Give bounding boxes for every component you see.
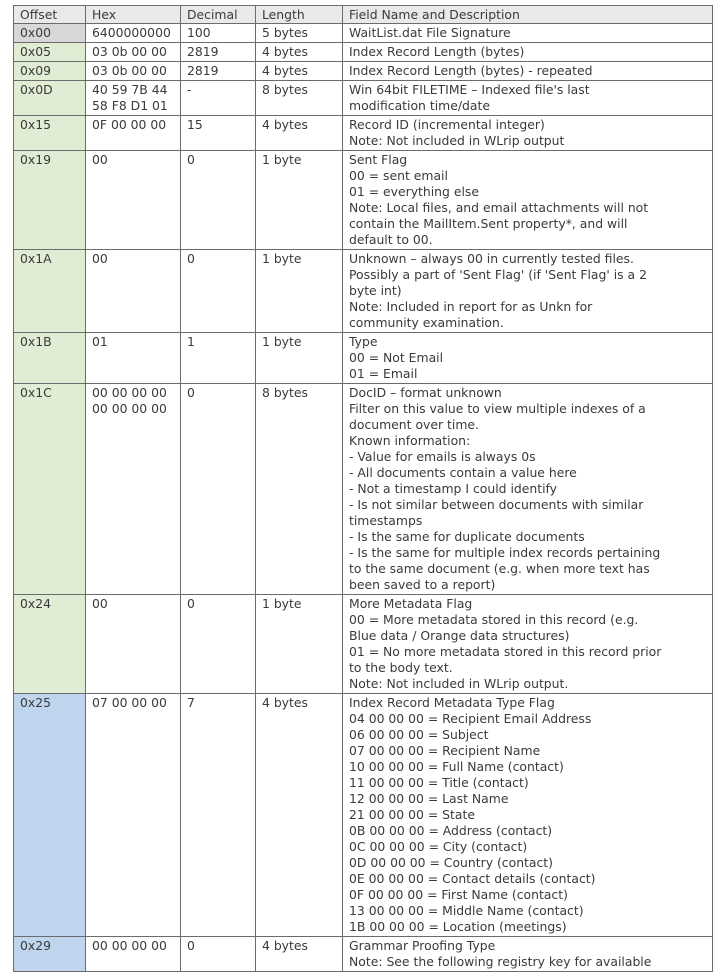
description-line: Record ID (incremental integer) (349, 117, 545, 132)
decimal-cell: 2819 (181, 62, 256, 81)
description-cell (343, 333, 713, 384)
hex-line: 00 (92, 251, 108, 266)
header-description: Field Name and Description (343, 6, 713, 24)
description-line: Note: Not included in WLrip output (349, 133, 565, 148)
description-line: 07 00 00 00 = Recipient Name (349, 743, 541, 758)
description-line: 01 = Email (349, 366, 418, 381)
offset-cell: 0x19 (14, 151, 86, 250)
description-line: 00 = More metadata stored in this record (e.g. (349, 612, 639, 627)
description-line: Filter on this value to view multiple indexes of a (349, 401, 646, 416)
offset-cell: 0x1B (14, 333, 86, 384)
hex-cell (86, 43, 181, 62)
description-line: 01 = everything else (349, 184, 479, 199)
description-line: community examination. (349, 315, 504, 330)
record-structure-table (13, 5, 713, 972)
hex-line: 00 (92, 596, 108, 611)
hex-cell (86, 62, 181, 81)
description-line: Blue data / Orange data structures) (349, 628, 570, 643)
offset-cell: 0x1A (14, 250, 86, 333)
decimal-cell: 0 (181, 595, 256, 694)
description-line: 00 = Not Email (349, 350, 444, 365)
hex-line: 00 00 00 00 (92, 401, 167, 416)
decimal-cell: 100 (181, 24, 256, 43)
description-cell (343, 62, 713, 81)
description-line: - Is the same for multiple index records pertaining (349, 545, 661, 560)
table-row (14, 384, 713, 595)
description-line: WaitList.dat File Signature (349, 25, 511, 40)
description-cell (343, 937, 713, 972)
description-line: - All documents contain a value here (349, 465, 577, 480)
decimal-cell: 0 (181, 151, 256, 250)
table-body (14, 24, 713, 972)
table-row (14, 24, 713, 43)
header-hex: Hex (86, 6, 181, 24)
description-line: 0D 00 00 00 = Country (contact) (349, 855, 553, 870)
hex-cell (86, 694, 181, 937)
offset-cell: 0x24 (14, 595, 86, 694)
length-cell: 5 bytes (256, 24, 343, 43)
table-header-row (14, 6, 713, 24)
hex-line: 00 00 00 00 (92, 938, 167, 953)
description-line: Note: Included in report for as Unkn for (349, 299, 593, 314)
description-line: Index Record Length (bytes) (349, 44, 525, 59)
length-cell: 8 bytes (256, 81, 343, 116)
description-cell (343, 151, 713, 250)
table-row (14, 595, 713, 694)
offset-cell: 0x1C (14, 384, 86, 595)
description-line: 04 00 00 00 = Recipient Email Address (349, 711, 592, 726)
description-line: byte int) (349, 283, 402, 298)
description-line: Note: Local files, and email attachments will not (349, 200, 649, 215)
description-line: 11 00 00 00 = Title (contact) (349, 775, 529, 790)
table-row (14, 250, 713, 333)
hex-cell (86, 937, 181, 972)
table-row (14, 151, 713, 250)
description-line: 13 00 00 00 = Middle Name (contact) (349, 903, 584, 918)
description-line: timestamps (349, 513, 423, 528)
hex-line: 40 59 7B 44 (92, 82, 168, 97)
hex-cell (86, 81, 181, 116)
length-cell: 4 bytes (256, 62, 343, 81)
decimal-cell: 2819 (181, 43, 256, 62)
table-row (14, 62, 713, 81)
description-line: More Metadata Flag (349, 596, 473, 611)
description-line: Possibly a part of 'Sent Flag' (if 'Sent Flag' is a 2 (349, 267, 647, 282)
description-line: Index Record Metadata Type Flag (349, 695, 555, 710)
description-line: - Is not similar between documents with similar (349, 497, 644, 512)
decimal-cell: 0 (181, 937, 256, 972)
length-cell: 1 byte (256, 250, 343, 333)
description-line: modification time/date (349, 98, 490, 113)
description-line: been saved to a report) (349, 577, 496, 592)
description-line: 0F 00 00 00 = First Name (contact) (349, 887, 568, 902)
description-line: 01 = No more metadata stored in this record prior (349, 644, 662, 659)
description-line: contain the MailItem.Sent property*, and will (349, 216, 628, 231)
description-line: 0E 00 00 00 = Contact details (contact) (349, 871, 596, 886)
description-line: Sent Flag (349, 152, 408, 167)
length-cell: 4 bytes (256, 116, 343, 151)
hex-line: 6400000000 (92, 25, 171, 40)
length-cell: 4 bytes (256, 694, 343, 937)
description-line: Win 64bit FILETIME – Indexed file's last (349, 82, 590, 97)
offset-cell: 0x29 (14, 937, 86, 972)
table-row (14, 43, 713, 62)
hex-cell (86, 116, 181, 151)
description-line: Note: See the following registry key for available (349, 954, 652, 969)
decimal-cell: 0 (181, 384, 256, 595)
description-line: 21 00 00 00 = State (349, 807, 475, 822)
length-cell: 4 bytes (256, 43, 343, 62)
table-row (14, 333, 713, 384)
decimal-cell: - (181, 81, 256, 116)
hex-line: 07 00 00 00 (92, 695, 167, 710)
offset-cell: 0x25 (14, 694, 86, 937)
offset-cell: 0x05 (14, 43, 86, 62)
offset-cell: 0x15 (14, 116, 86, 151)
hex-cell (86, 250, 181, 333)
description-cell (343, 384, 713, 595)
description-cell (343, 43, 713, 62)
hex-cell (86, 384, 181, 595)
hex-line: 58 F8 D1 01 (92, 98, 168, 113)
description-line: to the body text. (349, 660, 453, 675)
hex-line: 0F 00 00 00 (92, 117, 167, 132)
header-length: Length (256, 6, 343, 24)
description-line: 0B 00 00 00 = Address (contact) (349, 823, 553, 838)
hex-line: 03 0b 00 00 (92, 63, 167, 78)
description-line: document over time. (349, 417, 479, 432)
description-line: 0C 00 00 00 = City (contact) (349, 839, 528, 854)
description-line: Note: Not included in WLrip output. (349, 676, 569, 691)
decimal-cell: 0 (181, 250, 256, 333)
description-line: 00 = sent email (349, 168, 448, 183)
hex-cell (86, 24, 181, 43)
table-row (14, 937, 713, 972)
hex-line: 00 00 00 00 (92, 385, 167, 400)
description-line: to the same document (e.g. when more text has (349, 561, 650, 576)
description-line: Known information: (349, 433, 471, 448)
hex-cell (86, 595, 181, 694)
offset-cell: 0x0D (14, 81, 86, 116)
description-line: Index Record Length (bytes) - repeated (349, 63, 593, 78)
offset-cell: 0x00 (14, 24, 86, 43)
length-cell: 4 bytes (256, 937, 343, 972)
description-cell (343, 694, 713, 937)
description-line: DocID – format unknown (349, 385, 502, 400)
description-line: - Value for emails is always 0s (349, 449, 536, 464)
description-cell (343, 116, 713, 151)
length-cell: 1 byte (256, 333, 343, 384)
description-line: Grammar Proofing Type (349, 938, 496, 953)
header-offset: Offset (14, 6, 86, 24)
decimal-cell: 7 (181, 694, 256, 937)
header-decimal: Decimal (181, 6, 256, 24)
hex-cell (86, 151, 181, 250)
description-cell (343, 81, 713, 116)
table-row (14, 81, 713, 116)
hex-cell (86, 333, 181, 384)
description-line: 12 00 00 00 = Last Name (349, 791, 509, 806)
hex-line: 03 0b 00 00 (92, 44, 167, 59)
table-row (14, 116, 713, 151)
description-cell (343, 250, 713, 333)
length-cell: 1 byte (256, 151, 343, 250)
decimal-cell: 15 (181, 116, 256, 151)
description-line: default to 00. (349, 232, 433, 247)
offset-cell: 0x09 (14, 62, 86, 81)
description-line: - Not a timestamp I could identify (349, 481, 558, 496)
description-line: 06 00 00 00 = Subject (349, 727, 489, 742)
description-cell (343, 595, 713, 694)
description-line: 10 00 00 00 = Full Name (contact) (349, 759, 564, 774)
length-cell: 1 byte (256, 595, 343, 694)
description-line: - Is the same for duplicate documents (349, 529, 585, 544)
hex-line: 01 (92, 334, 108, 349)
description-line: Unknown – always 00 in currently tested files. (349, 251, 634, 266)
length-cell: 8 bytes (256, 384, 343, 595)
table-row (14, 694, 713, 937)
description-line: Type (349, 334, 378, 349)
description-cell (343, 24, 713, 43)
decimal-cell: 1 (181, 333, 256, 384)
hex-line: 00 (92, 152, 108, 167)
description-line: 1B 00 00 00 = Location (meetings) (349, 919, 567, 934)
